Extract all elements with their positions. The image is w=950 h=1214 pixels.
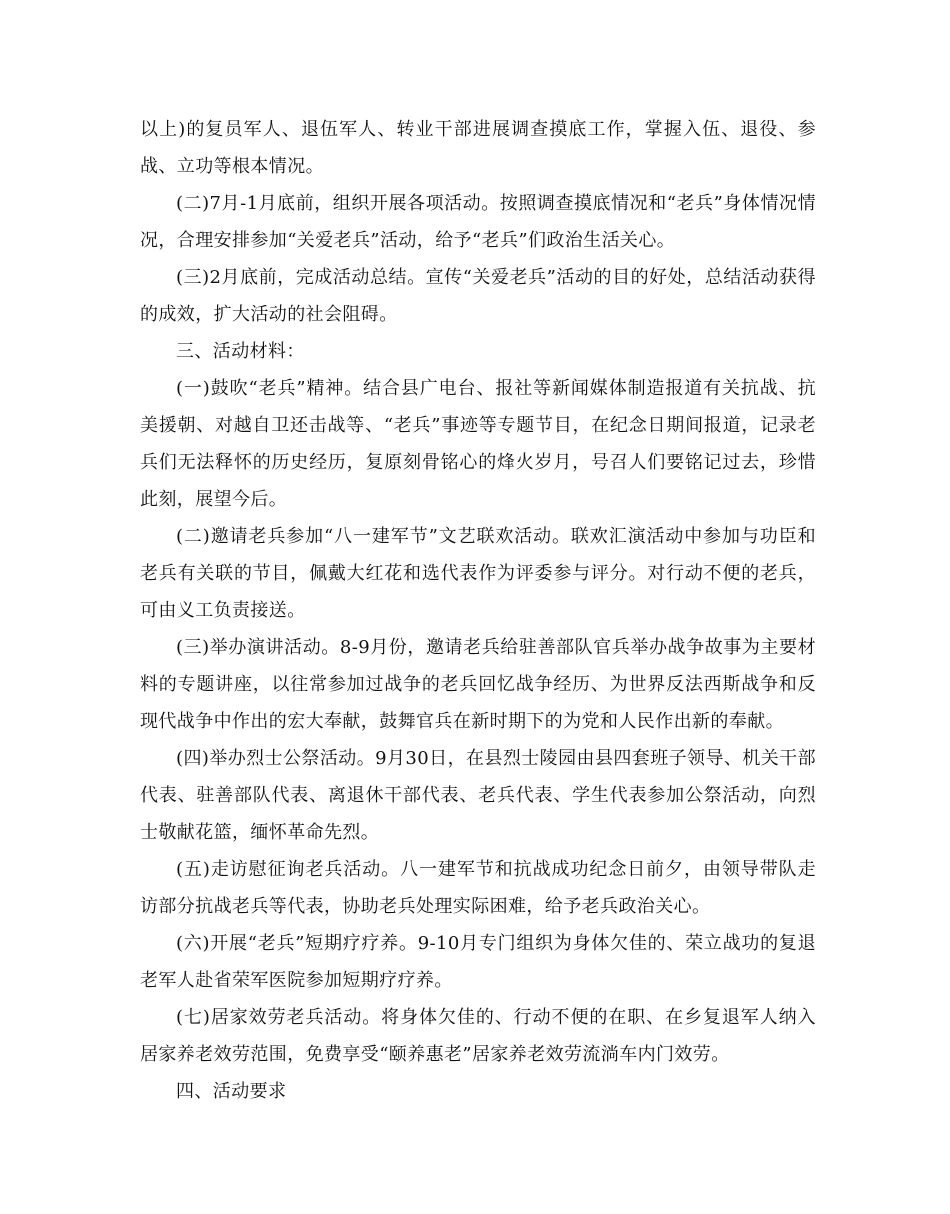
paragraph-item-3: (三)举办演讲活动。8-9月份，邀请老兵给驻善部队官兵举办战争故事为主要材料的专题讲座，以往常参加过战争的老兵回忆战争经历、为世界反法西斯战争和反现代战争中作出的宏大奉献，鼓舞官兵在新时期下的为党和人民作出新的奉献。 — [140, 637, 816, 732]
paragraph-schedule-2: (二)7月-1月底前，组织开展各项活动。按照调查摸底情况和“老兵”身体情况情况，合理安排参加“关爱老兵”活动，给予“老兵”们政治生活关心。 — [140, 193, 816, 251]
section-heading-activity-content: 三、活动材料： — [176, 341, 305, 362]
paragraph-item-2: (二)邀请老兵参加“八一建军节”文艺联欢活动。联欢汇演活动中参加与功臣和老兵有关联的节目，佩戴大红花和选代表作为评委参与评分。对行动不便的老兵，可由义工负责接送。 — [140, 526, 816, 621]
paragraph-item-6: (六)开展“老兵”短期疗疗养。9-10月专门组织为身体欠佳的、荣立战功的复退老军人赴省荣军医院参加短期疗疗养。 — [140, 933, 816, 991]
paragraph-item-5: (五)走访慰征询老兵活动。八一建军节和抗战成功纪念日前夕，由领导带队走访部分抗战老兵等代表，协助老兵处理实际困难，给予老兵政治关心。 — [140, 859, 816, 917]
paragraph-continuation: 以上)的复员军人、退伍军人、转业干部进展调查摸底工作，掌握入伍、退役、参战、立功等根本情况。 — [140, 119, 816, 177]
paragraph-item-1: (一)鼓吹“老兵”精神。结合县广电台、报社等新闻媒体制造报道有关抗战、抗美援朝、对越自卫还击战等、“老兵”事迹等专题节目，在纪念日期间报道，记录老兵们无法释怀的历史经历，复原刻骨铭心的烽火岁月，号召人们要铭记过去，珍惜此刻，展望今后。 — [140, 378, 816, 510]
paragraph-item-7: (七)居家效劳老兵活动。将身体欠佳的、行动不便的在职、在乡复退军人纳入居家养老效劳范围，免费享受“颐养惠老”居家养老效劳流淌车内门效劳。 — [140, 1007, 816, 1065]
paragraph-item-4: (四)举办烈士公祭活动。9月30日，在县烈士陵园由县四套班子领导、机关干部代表、驻善部队代表、离退休干部代表、老兵代表、学生代表参加公祭活动，向烈士敬献花篮，缅怀革命先烈。 — [140, 748, 816, 843]
document-body — [140, 111, 816, 1110]
section-heading-activity-requirements: 四、活动要求 — [176, 1081, 287, 1102]
paragraph-schedule-3: (三)2月底前，完成活动总结。宣传“关爱老兵”活动的目的好处，总结活动获得的成效，扩大活动的社会阻碍。 — [140, 267, 816, 325]
